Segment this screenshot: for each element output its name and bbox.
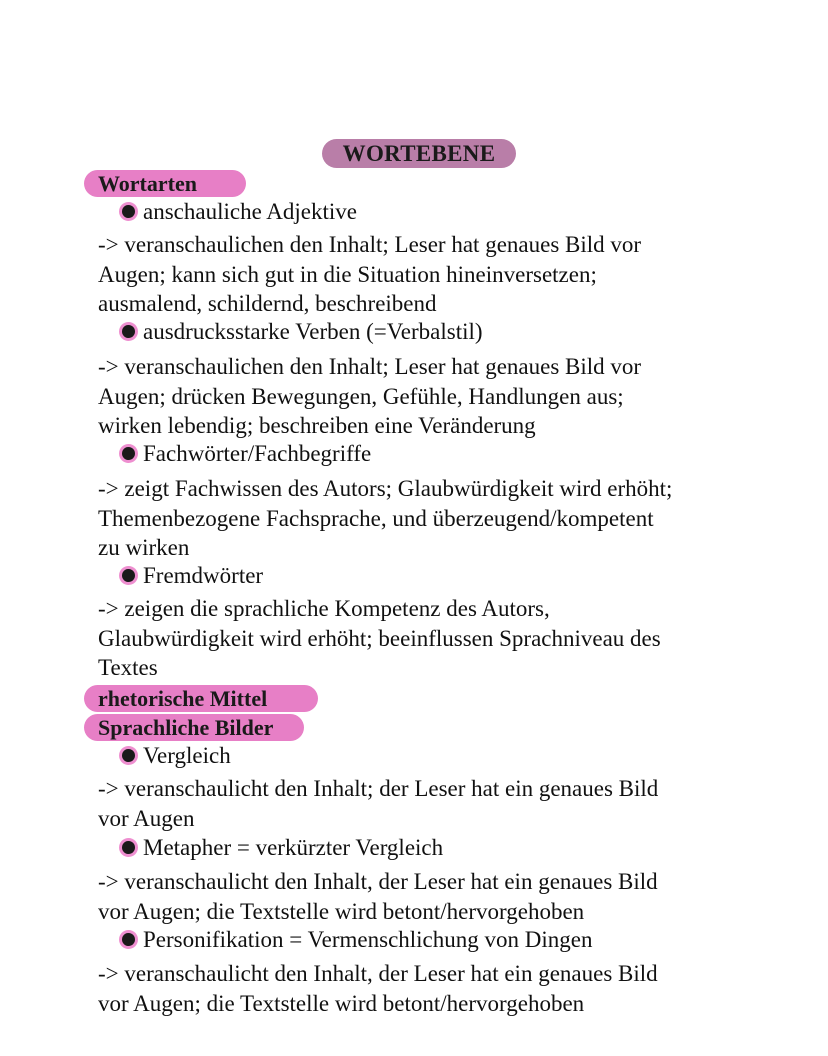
paragraph-line: zu wirken <box>98 535 190 560</box>
paragraph-line: -> veranschaulicht den Inhalt; der Leser hat ein genaues Bild <box>98 776 659 801</box>
paragraph-line: wirken lebendig; beschreiben eine Veränderung <box>98 413 536 438</box>
paragraph-line: Augen; drücken Bewegungen, Gefühle, Handlungen aus; <box>98 383 624 409</box>
bullet-dot-icon <box>122 325 135 338</box>
bullet-text: Personifikation = Vermenschlichung von Dingen <box>143 927 593 952</box>
page-title: WORTEBENE <box>322 139 516 168</box>
bullet-item <box>120 440 371 468</box>
heading-wortarten: Wortarten <box>84 170 246 197</box>
paragraph-line: Textes <box>98 655 158 680</box>
explanation-paragraph <box>98 774 738 833</box>
paragraph-line: Glaubwürdigkeit wird erhöht; beeinflussen Sprachniveau des <box>98 625 661 651</box>
bullet-item <box>120 834 443 862</box>
explanation-paragraph <box>98 230 738 319</box>
bullet-text: Fachwörter/Fachbegriffe <box>143 441 372 466</box>
paragraph-line: -> veranschaulichen den Inhalt; Leser hat genaues Bild vor <box>98 232 642 257</box>
bullet-dot-icon <box>122 749 135 762</box>
paragraph-line: Themenbezogene Fachsprache, und überzeugend/kompetent <box>98 505 654 531</box>
paragraph-line: -> zeigt Fachwissen des Autors; Glaubwürdigkeit wird erhöht; <box>98 476 673 501</box>
bullet-text: Vergleich <box>143 743 231 768</box>
bullet-text: anschauliche Adjektive <box>143 199 357 224</box>
bullet-dot-icon <box>122 205 135 218</box>
bullet-item <box>120 742 231 770</box>
bullet-item <box>120 318 483 346</box>
bullet-dot-icon <box>122 569 135 582</box>
bullet-item <box>120 198 357 226</box>
bullet-item <box>120 926 592 954</box>
paragraph-line: vor Augen; die Textstelle wird betont/hervorgehoben <box>98 990 585 1016</box>
bullet-dot-icon <box>122 841 135 854</box>
bullet-item <box>120 562 263 590</box>
explanation-paragraph <box>98 959 738 1018</box>
paragraph-line: vor Augen; die Textstelle wird betont/hervorgehoben <box>98 898 585 924</box>
paragraph-line: Augen; kann sich gut in die Situation hineinversetzen; <box>98 261 597 287</box>
paragraph-line: vor Augen <box>98 805 195 831</box>
paragraph-line: ausmalend, schildernd, beschreibend <box>98 291 437 316</box>
bullet-dot-icon <box>122 933 135 946</box>
paragraph-line: -> veranschaulicht den Inhalt, der Leser hat ein genaues Bild <box>98 961 658 986</box>
explanation-paragraph <box>98 474 738 563</box>
heading-sprachliche-bilder: Sprachliche Bilder <box>84 714 304 741</box>
paragraph-line: -> veranschaulicht den Inhalt, der Leser hat ein genaues Bild <box>98 869 658 894</box>
bullet-dot-icon <box>122 447 135 460</box>
explanation-paragraph <box>98 867 738 926</box>
heading-rhetorische-mittel: rhetorische Mittel <box>84 685 318 712</box>
bullet-text: Fremdwörter <box>143 563 264 588</box>
bullet-text: ausdrucksstarke Verben (=Verbalstil) <box>143 319 483 344</box>
bullet-text: Metapher = verkürzter Vergleich <box>143 835 444 860</box>
explanation-paragraph <box>98 594 738 683</box>
paragraph-line: -> veranschaulichen den Inhalt; Leser hat genaues Bild vor <box>98 354 642 379</box>
explanation-paragraph <box>98 352 738 441</box>
paragraph-line: -> zeigen die sprachliche Kompetenz des Autors, <box>98 596 550 621</box>
